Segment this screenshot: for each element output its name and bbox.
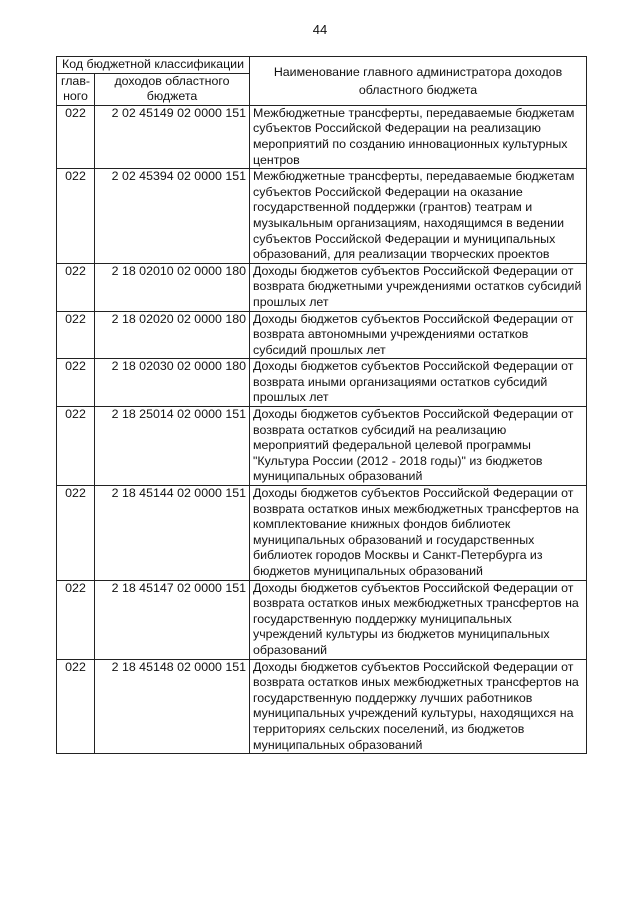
income-code-cell: 2 18 02020 02 0000 180 (95, 311, 250, 359)
administrator-name-cell: Доходы бюджетов субъектов Российской Федерации от возврата остатков иных межбюджетных трансфертов на комплектование книжных фондов библиотек муниципальных образований и государственных библиотек городов Москвы и Санкт-Петербурга из бюджетов муниципальных образований (250, 486, 587, 581)
admin-code-cell: 022 (57, 311, 95, 359)
income-code-cell: 2 18 45144 02 0000 151 (95, 486, 250, 581)
admin-code-cell: 022 (57, 659, 95, 754)
income-code-cell: 2 18 02010 02 0000 180 (95, 263, 250, 311)
table-row (57, 311, 587, 359)
income-code-cell: 2 02 45394 02 0000 151 (95, 169, 250, 264)
header-admin-code: глав-ного (57, 73, 95, 105)
table-row (57, 359, 587, 407)
admin-code-cell: 022 (57, 169, 95, 264)
admin-code-cell: 022 (57, 580, 95, 659)
administrator-name-cell: Доходы бюджетов субъектов Российской Федерации от возврата остатков иных межбюджетных трансфертов на государственную поддержку муниципальных учреждений культуры из бюджетов муниципальных образований (250, 580, 587, 659)
income-code-cell: 2 18 25014 02 0000 151 (95, 407, 250, 486)
admin-code-cell: 022 (57, 263, 95, 311)
administrator-name-cell: Доходы бюджетов субъектов Российской Федерации от возврата иными организациями остатков субсидий прошлых лет (250, 359, 587, 407)
admin-code-cell: 022 (57, 359, 95, 407)
administrator-name-cell: Доходы бюджетов субъектов Российской Федерации от возврата автономными учреждениями остатков субсидий прошлых лет (250, 311, 587, 359)
administrator-name-cell: Доходы бюджетов субъектов Российской Федерации от возврата остатков субсидий на реализацию мероприятий федеральной целевой программы "Культура России (2012 - 2018 годы)" из бюджетов муниципальных образований (250, 407, 587, 486)
header-income-code: доходов областного бюджета (95, 73, 250, 105)
admin-code-cell: 022 (57, 407, 95, 486)
table-row (57, 169, 587, 264)
income-code-cell: 2 18 02030 02 0000 180 (95, 359, 250, 407)
income-code-cell: 2 18 45147 02 0000 151 (95, 580, 250, 659)
table-row (57, 263, 587, 311)
table-row (57, 486, 587, 581)
table-row (57, 580, 587, 659)
administrator-name-cell: Межбюджетные трансферты, передаваемые бюджетам субъектов Российской Федерации на реализацию мероприятий по созданию инновационных культурных центров (250, 105, 587, 168)
administrator-name-cell: Доходы бюджетов субъектов Российской Федерации от возврата остатков иных межбюджетных трансфертов на государственную поддержку лучших работников муниципальных учреждений культуры, находящихся на территориях сельских поселений, из бюджетов муниципальных образований (250, 659, 587, 754)
table-row (57, 105, 587, 168)
table-header (57, 57, 587, 106)
table-row (57, 407, 587, 486)
table-body (57, 105, 587, 753)
page-number: 44 (312, 22, 328, 37)
admin-code-cell: 022 (57, 105, 95, 168)
administrator-name-cell: Межбюджетные трансферты, передаваемые бюджетам субъектов Российской Федерации на оказание государственной поддержки (грантов) театрам и музыкальным организациям, находящимся в ведении субъектов Российской Федерации и муниципальных образований, для реализации творческих проектов (250, 169, 587, 264)
header-classification-code: Код бюджетной классификации (57, 57, 250, 74)
admin-code-cell: 022 (57, 486, 95, 581)
header-administrator-name: Наименование главного администратора доходов областного бюджета (250, 57, 587, 106)
income-code-cell: 2 02 45149 02 0000 151 (95, 105, 250, 168)
administrator-name-cell: Доходы бюджетов субъектов Российской Федерации от возврата бюджетными учреждениями остатков субсидий прошлых лет (250, 263, 587, 311)
table-row (57, 659, 587, 754)
budget-classification-table (56, 56, 587, 754)
income-code-cell: 2 18 45148 02 0000 151 (95, 659, 250, 754)
